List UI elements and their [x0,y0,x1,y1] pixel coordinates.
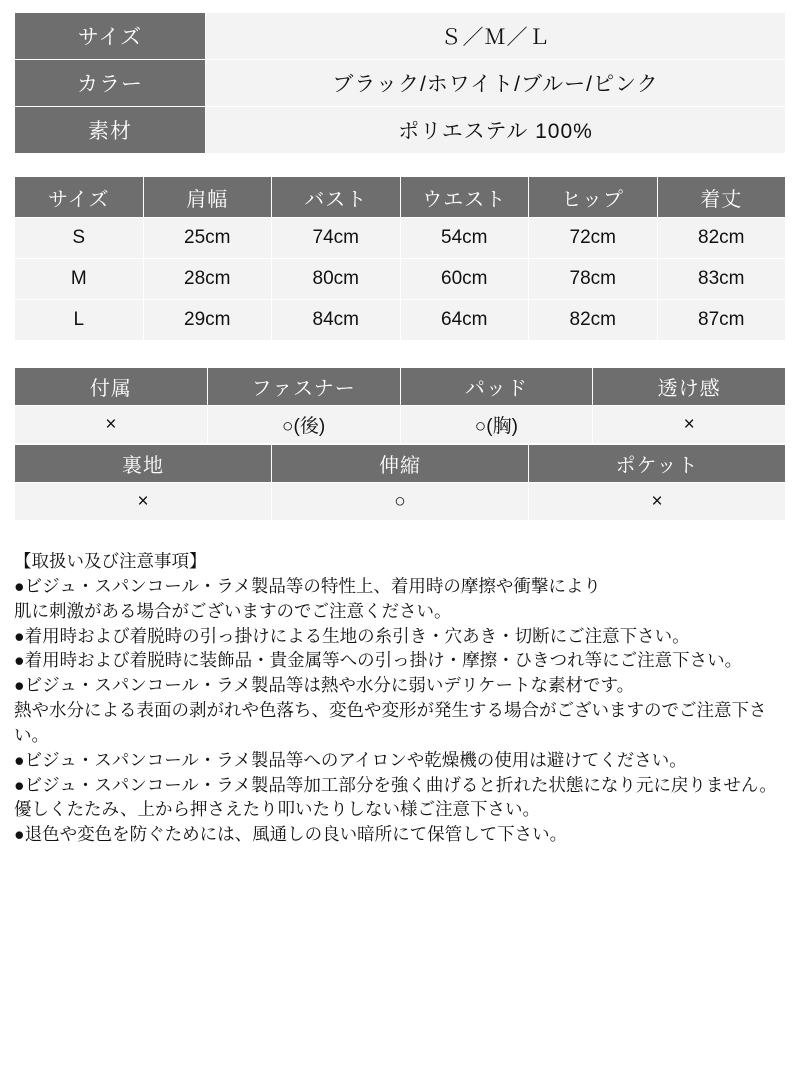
cell-hip-l: 82cm [529,300,658,341]
column-header-stretch: 伸縮 [272,445,529,483]
spec-label-material: 素材 [15,107,206,154]
cell-waist-s: 54cm [400,218,529,259]
spec-value-color: ブラック/ホワイト/ブルー/ピンク [206,60,786,107]
column-header-zipper: ファスナー [207,368,400,406]
notes-line: ●ビジュ・スパンコール・ラメ製品等加工部分を強く曲げると折れた状態になり元に戻りません。 [14,774,777,795]
table-row [15,259,786,300]
cell-length-l: 87cm [657,300,786,341]
table-header-row [15,368,786,406]
column-header-pad: パッド [400,368,593,406]
cell-pad: ○(胸) [400,406,593,444]
notes-line: 肌に刺激がある場合がございますのでご注意ください。 [14,600,452,621]
cell-hip-m: 78cm [529,259,658,300]
spec-value-size: Ｓ／Ｍ／Ｌ [206,13,786,60]
notes-line: ●ビジュ・スパンコール・ラメ製品等へのアイロンや乾燥機の使用は避けてください。 [14,749,687,770]
cell-stretch: ○ [272,483,529,521]
notes-line: ●ビジュ・スパンコール・ラメ製品等は熱や水分に弱いデリケートな素材です。 [14,675,635,696]
cell-size-s: S [15,218,144,259]
notes-title: 【取扱い及び注意事項】 [14,551,207,571]
notes-line: 熱や水分による表面の剥がれや色落ち、変色や変形が発生する場合がございますのでご注意下さい。 [14,700,767,745]
column-header-bust: バスト [272,177,401,218]
cell-waist-l: 64cm [400,300,529,341]
column-header-transparency: 透け感 [593,368,786,406]
spacer [14,154,786,176]
table-row [15,218,786,259]
measurement-table [14,176,786,341]
cell-bust-s: 74cm [272,218,401,259]
care-notes [14,549,786,847]
column-header-accessory: 付属 [15,368,208,406]
cell-bust-m: 80cm [272,259,401,300]
spec-value-material: ポリエステル 100% [206,107,786,154]
notes-line: ●ビジュ・スパンコール・ラメ製品等の特性上、着用時の摩擦や衝撃により [14,575,601,596]
cell-waist-m: 60cm [400,259,529,300]
cell-length-s: 82cm [657,218,786,259]
cell-zipper: ○(後) [207,406,400,444]
cell-pocket: × [529,483,786,521]
cell-shoulder-s: 25cm [143,218,272,259]
cell-length-m: 83cm [657,259,786,300]
cell-bust-l: 84cm [272,300,401,341]
cell-transparency: × [593,406,786,444]
cell-size-m: M [15,259,144,300]
detail-table-lower [14,444,786,521]
notes-line: ●退色や変色を防ぐためには、風通しの良い暗所にて保管して下さい。 [14,824,568,845]
column-header-length: 着丈 [657,177,786,218]
column-header-size: サイズ [15,177,144,218]
column-header-waist: ウエスト [400,177,529,218]
spacer [14,341,786,367]
table-row [15,300,786,341]
notes-line: 優しくたたみ、上から押さえたり叩いたりしない様ご注意下さい。 [14,799,541,820]
table-header-row [15,177,786,218]
column-header-pocket: ポケット [529,445,786,483]
cell-size-l: L [15,300,144,341]
cell-accessory: × [15,406,208,444]
spec-table [14,12,786,154]
cell-hip-s: 72cm [529,218,658,259]
table-row [15,107,786,154]
table-row [15,483,786,521]
cell-shoulder-m: 28cm [143,259,272,300]
cell-shoulder-l: 29cm [143,300,272,341]
spec-label-color: カラー [15,60,206,107]
notes-line: ●着用時および着脱時に装飾品・貴金属等への引っ掛け・摩擦・ひきつれ等にご注意下さい。 [14,650,743,671]
table-header-row [15,445,786,483]
table-row [15,60,786,107]
cell-lining: × [15,483,272,521]
detail-table-upper [14,367,786,444]
table-row [15,13,786,60]
table-row [15,406,786,444]
notes-line: ●着用時および着脱時の引っ掛けによる生地の糸引き・穴あき・切断にご注意下さい。 [14,625,690,646]
column-header-hip: ヒップ [529,177,658,218]
column-header-shoulder: 肩幅 [143,177,272,218]
column-header-lining: 裏地 [15,445,272,483]
spec-label-size: サイズ [15,13,206,60]
